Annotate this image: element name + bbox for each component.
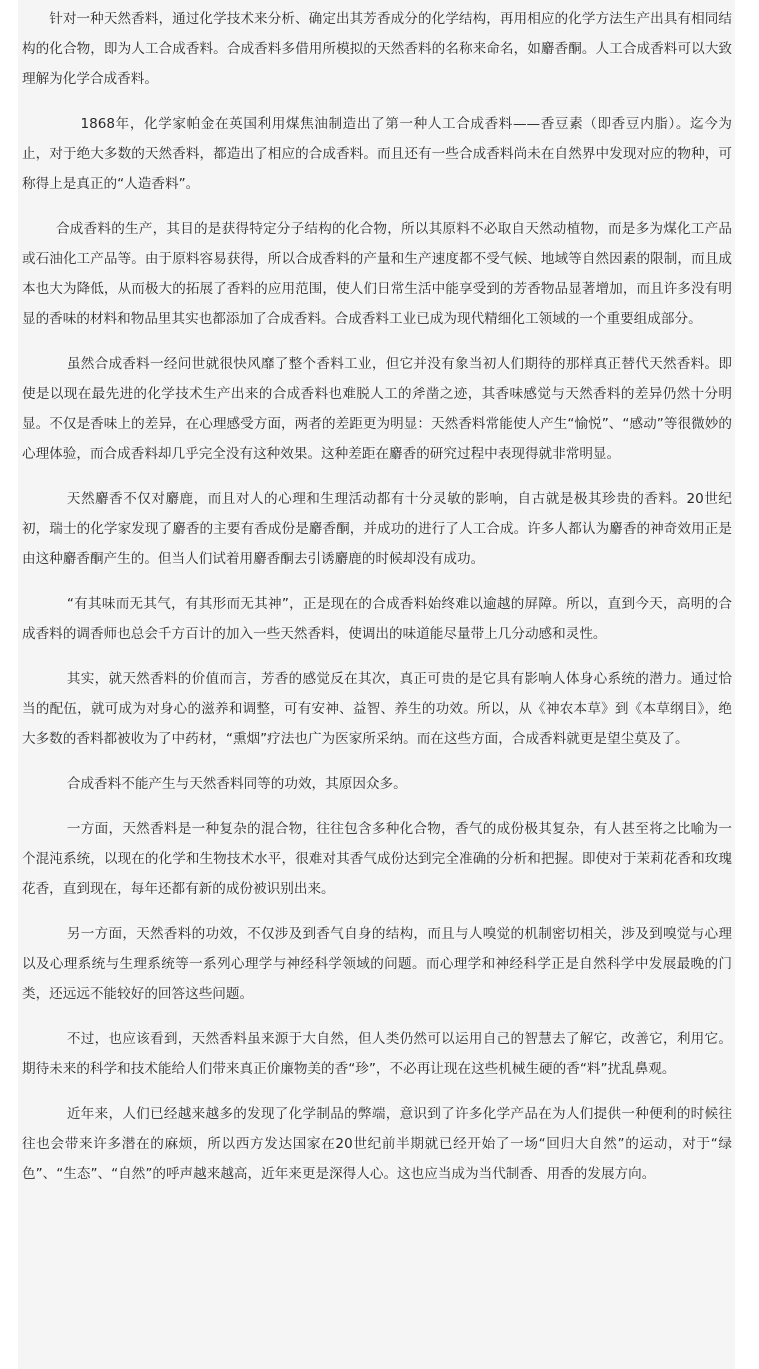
paragraph-differences: 虽然合成香料一经问世就很快风靡了整个香料工业，但它并没有象当初人们期待的那样真正替代天然香料。即使是以现在最先进的化学技术生产出来的合成香料也难脱人工的斧凿之迹，其香味感觉与天然香料的差异仍然十分明显。不仅是香味上的差异，在心理感受方面，两者的差距更为明显：天然香料常能使人产生“愉悦”、“感动”等很微妙的心理体验，而合成香料却几乎完全没有这种效果。这种差距在麝香的研究过程中表现得就非常明显。 xyxy=(22,356,732,462)
paragraph-production: 合成香料的生产，其目的是获得特定分子结构的化合物，所以其原料不必取自天然动植物，而是多为煤化工产品或石油化工产品等。由于原料容易获得，所以合成香料的产量和生产速度都不受气候、地域等自然因素的限制，而且成本也大为降低，从而极大的拓展了香料的应用范围，使人们日常生活中能享受到的芳香物品显著增加，而且许多没有明显的香味的材料和物品里其实也都添加了合成香料。合成香料工业已成为现代精细化工领域的一个重要组成部分。 xyxy=(22,221,732,327)
paragraph-return-nature: 近年来，人们已经越来越多的发现了化学制品的弊端，意识到了许多化学产品在为人们提供一种便利的时候往往也会带来许多潜在的麻烦，所以西方发达国家在20世纪前半期就已经开始了一场“回归大自然”的运动，对于“绿色”、“生态”、“自然”的呼声越来越高，近年来更是深得人心。这也应当成为当代制香、用香的发展方向。 xyxy=(22,1106,732,1182)
article-body xyxy=(22,4,732,1204)
paragraph-synthetic-definition: 针对一种天然香料，通过化学技术来分析、确定出其芳香成分的化学结构，再用相应的化学方法生产出具有相同结构的化合物，即为人工合成香料。合成香料多借用所模拟的天然香料的名称来命名，如麝香酮。人工合成香料可以大致理解为化学合成香料。 xyxy=(22,11,732,87)
paragraph-flavor-spirit: “有其味而无其气，有其形而无其神”，正是现在的合成香料始终难以逾越的屏障。所以，直到今天，高明的合成香料的调香师也总会千方百计的加入一些天然香料，使调出的味道能尽量带上几分动感和灵性。 xyxy=(22,596,732,642)
paragraph-reasons-intro: 合成香料不能产生与天然香料同等的功效，其原因众多。 xyxy=(66,776,407,792)
paragraph-future: 不过，也应该看到，天然香料虽来源于大自然，但人类仍然可以运用自己的智慧去了解它，改善它，利用它。期待未来的科学和技术能给人们带来真正价廉物美的香“珍”，不必再让现在这些机械生硬的香“料”扰乱鼻观。 xyxy=(22,1031,732,1077)
paragraph-complex-mixture: 一方面，天然香料是一种复杂的混合物，往往包含多种化合物，香气的成份极其复杂，有人甚至将之比喻为一个混沌系统，以现在的化学和生物技术水平，很难对其香气成份达到完全准确的分析和把握。即使对于茉莉花香和玫瑰花香，直到现在，每年还都有新的成份被识别出来。 xyxy=(22,821,732,897)
article-page xyxy=(18,0,735,1369)
paragraph-history-1868: 1868年，化学家帕金在英国利用煤焦油制造出了第一种人工合成香料——香豆素（即香豆内脂）。迄今为止，对于绝大多数的天然香料，都造出了相应的合成香料。而且还有一些合成香料尚未在自然界中发现对应的物种，可称得上是真正的“人造香料”。 xyxy=(22,116,732,192)
paragraph-psychology: 另一方面，天然香料的功效，不仅涉及到香气自身的结构，而且与人嗅觉的机制密切相关，涉及到嗅觉与心理以及心理系统与生理系统等一系列心理学与神经科学领域的问题。而心理学和神经科学正是自然科学中发展最晚的门类，还远远不能较好的回答这些问题。 xyxy=(22,926,732,1002)
paragraph-value: 其实，就天然香料的价值而言，芳香的感觉反在其次，真正可贵的是它具有影响人体身心系统的潜力。通过恰当的配伍，就可成为对身心的滋养和调整，可有安神、益智、养生的功效。所以，从《神农本草》到《本草纲目》，绝大多数的香料都被收为了中药材，“熏烟”疗法也广为医家所采纳。而在这些方面，合成香料就更是望尘莫及了。 xyxy=(22,671,732,747)
paragraph-musk: 天然麝香不仅对麝鹿，而且对人的心理和生理活动都有十分灵敏的影响，自古就是极其珍贵的香料。20世纪初，瑞士的化学家发现了麝香的主要有香成份是麝香酮，并成功的进行了人工合成。许多人都认为麝香的神奇效用正是由这种麝香酮产生的。但当人们试着用麝香酮去引诱麝鹿的时候却没有成功。 xyxy=(22,491,732,567)
